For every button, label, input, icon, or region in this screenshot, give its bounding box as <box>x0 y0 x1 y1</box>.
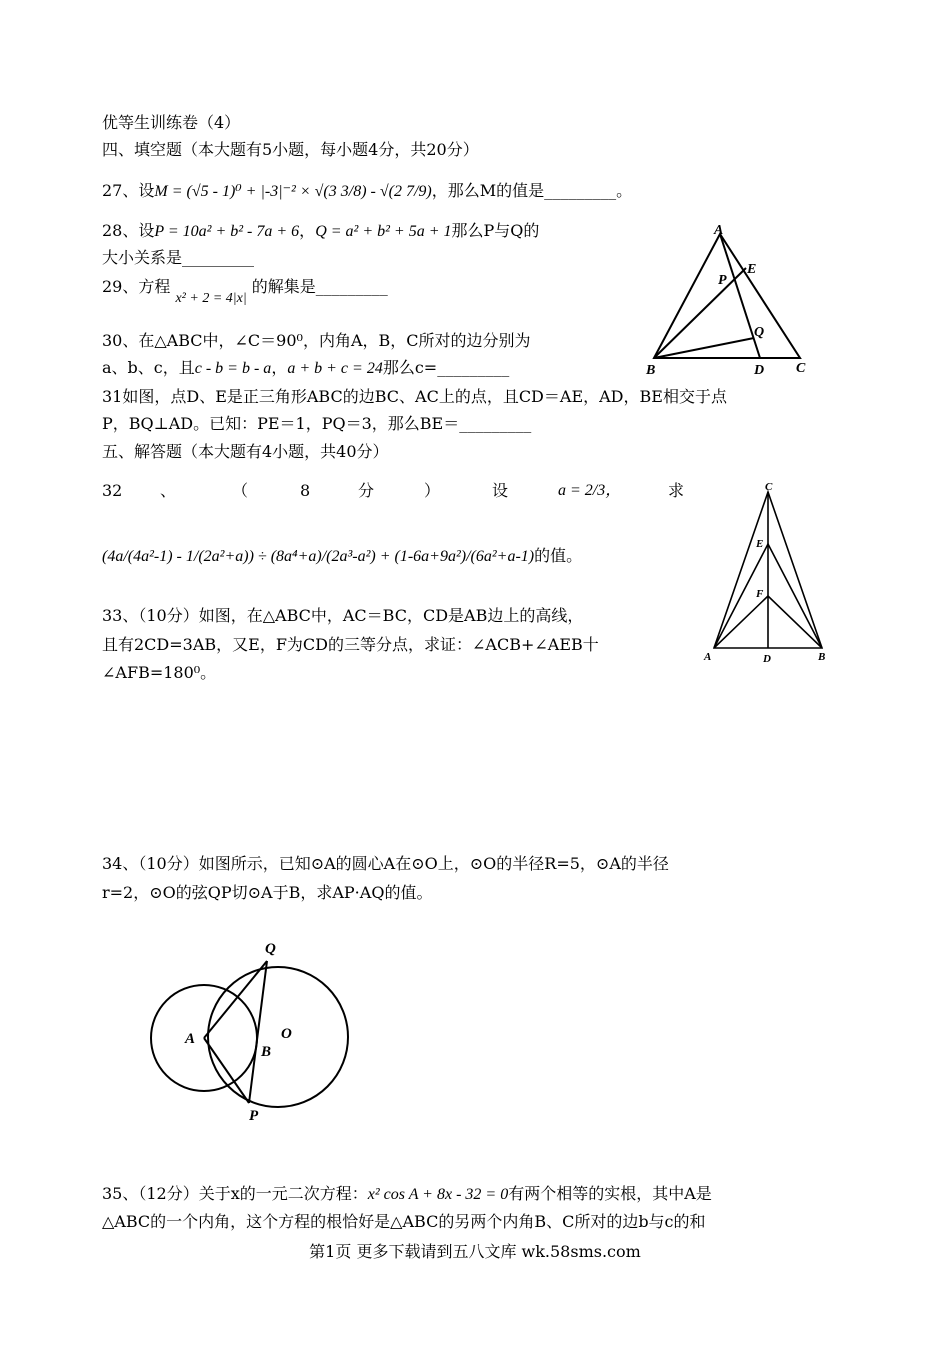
q33-line2: 且有2CD=3AB，又E，F为CD的三等分点，求证：∠ACB+∠AEB十 <box>102 635 599 654</box>
label-d: D <box>763 653 771 665</box>
label-a: A <box>185 1031 196 1047</box>
q28-prefix: 28、设 <box>102 221 155 240</box>
q31-line2: P，BQ⊥AD。已知：PE＝1，PQ＝3，那么BE＝_________ <box>102 414 532 433</box>
q28-suffix: 那么P与Q的 <box>451 221 540 240</box>
q32-suffix: 的值。 <box>534 546 583 565</box>
q27-prefix: 27、设 <box>102 181 155 200</box>
q32-part-number: 32 <box>102 481 123 500</box>
q35-prefix: 35、（12分）关于x的一元二次方程： <box>102 1184 368 1203</box>
q34-line1: 34、（10分）如图所示，已知⊙A的圆心A在⊙O上，⊙O的半径R=5，⊙A的半径 <box>102 854 669 873</box>
circle-o <box>208 967 348 1107</box>
q28-q-formula: Q = a² + b² + 5a + 1 <box>315 223 452 240</box>
label-o: O <box>281 1026 292 1042</box>
q32-part-lparen: （ <box>232 481 249 500</box>
q35-suffix: 有两个相等的实根，其中A是 <box>508 1184 712 1203</box>
q29-suffix: 的解集是_________ <box>251 277 388 296</box>
label-c: C <box>796 361 806 376</box>
q29-formula: x² + 2 = 4|x| <box>175 291 247 306</box>
label-a: A <box>704 651 712 663</box>
label-a: A <box>714 223 724 238</box>
q32-part-a-value: a = 2/3， <box>558 482 622 499</box>
page-footer: 第1页 更多下载请到五八文库 wk.58sms.com <box>309 1242 641 1261</box>
chord-qp <box>249 961 267 1103</box>
q30-line1: 30、在△ABC中，∠C＝90⁰，内角A，B，C所对的边分别为 <box>102 331 531 350</box>
label-q: Q <box>754 325 765 340</box>
q32-expression <box>102 545 582 568</box>
q27-formula: M = (√5 - 1)⁰ + |-3|⁻² × √(3 3/8) - √(2 7/9) <box>154 183 432 200</box>
q32-part-score: 8 <box>300 481 311 500</box>
label-c: C <box>765 481 773 493</box>
question-27 <box>102 180 632 203</box>
label-b: B <box>818 651 826 663</box>
label-q: Q <box>265 941 276 957</box>
q28-sep: ， <box>299 221 316 240</box>
q35-line2: △ABC的一个内角，这个方程的根恰好是△ABC的另两个内角B、C所对的边b与c的和 <box>102 1212 706 1231</box>
segment-ap <box>204 1038 249 1103</box>
question-28 <box>102 220 539 243</box>
figure-isosceles-q33 <box>700 478 830 668</box>
q30-f1: c - b = b - a <box>194 360 272 377</box>
question-35 <box>102 1183 712 1206</box>
q35-formula: x² cos A + 8x - 32 = 0 <box>367 1186 509 1203</box>
q30-sep: ， <box>271 358 288 377</box>
segment-be <box>654 268 746 358</box>
q32-part-rparen: ） <box>424 481 441 500</box>
segment-bq <box>654 338 754 358</box>
q34-line2: r=2，⊙O的弦QP切⊙A于B，求AP·AQ的值。 <box>102 883 433 902</box>
label-e: E <box>756 538 764 550</box>
section-4-heading: 四、填空题（本大题有5小题，每小题4分，共20分） <box>102 140 479 159</box>
q27-suffix: ，那么M的值是_________。 <box>431 181 633 200</box>
q28-p-formula: P = 10a² + b² - 7a + 6 <box>154 223 300 240</box>
label-p: P <box>249 1108 259 1124</box>
q32-part-fen: 分 <box>358 481 375 500</box>
q30-f2: a + b + c = 24 <box>287 360 383 377</box>
label-b: B <box>646 363 656 377</box>
q29-prefix: 29、方程 <box>102 277 171 296</box>
q32-expr: (4a/(4a²-1) - 1/(2a²+a)) ÷ (8a⁴+a)/(2a³-a²) + (1-6a+9a²)/(6a²+a-1) <box>102 548 535 565</box>
q32-part-qiu: 求 <box>668 481 685 500</box>
q32-part-comma: 、 <box>160 481 177 500</box>
page-title: 优等生训练卷（4） <box>102 113 241 132</box>
section-5-heading: 五、解答题（本大题有4小题，共40分） <box>102 442 389 461</box>
label-e: E <box>747 262 757 277</box>
q31-line1: 31如图，点D、E是正三角形ABC的边BC、AC上的点，且CD＝AE，AD，BE相交于点 <box>102 387 727 406</box>
label-b: B <box>261 1044 272 1060</box>
question-30-line2 <box>102 357 509 380</box>
segment-aq <box>204 961 267 1038</box>
question-29 <box>102 276 388 306</box>
label-f: F <box>756 588 764 600</box>
label-p: P <box>718 273 727 288</box>
q33-line1: 33、（10分）如图，在△ABC中，AC＝BC，CD是AB边上的高线， <box>102 606 584 625</box>
figure-triangle-abc-q31 <box>640 222 820 377</box>
q32-part-she: 设 <box>492 481 509 500</box>
label-d: D <box>754 363 765 377</box>
q33-line3: ∠AFB=180⁰。 <box>102 663 217 682</box>
q30-line2-prefix: a、b、c，且 <box>102 358 195 377</box>
q28-line2: 大小关系是_________ <box>102 248 255 267</box>
q30-line2-suffix: 那么c=_________ <box>382 358 510 377</box>
figure-circles-q34 <box>145 935 365 1125</box>
